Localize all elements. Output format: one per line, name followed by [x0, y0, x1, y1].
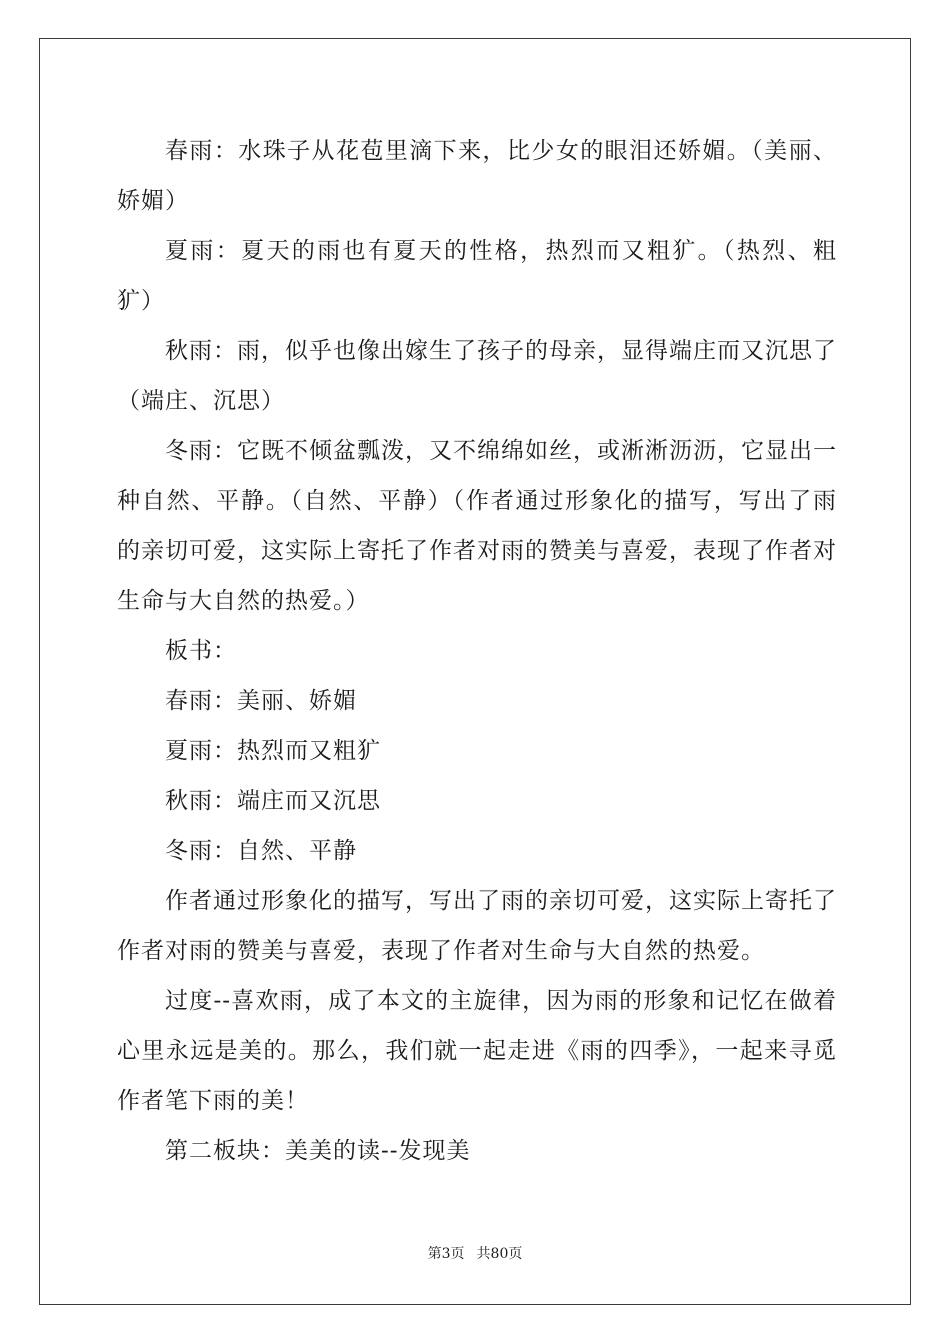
- paragraph-board-spring: 春雨：美丽、娇媚: [165, 688, 357, 714]
- paragraph-autumn-rain: 秋雨：雨，似乎也像出嫁生了孩子的母亲，显得端庄而又沉思了（端庄、沉思）: [117, 338, 837, 414]
- paragraph-blackboard-heading: 板书：: [165, 638, 237, 664]
- page-number: 第3页: [427, 1246, 465, 1262]
- page-total: 共80页: [476, 1246, 523, 1262]
- paragraph-section-two: 第二板块：美美的读--发现美: [165, 1138, 471, 1164]
- paragraph-spring-rain: 春雨：水珠子从花苞里滴下来，比少女的眼泪还娇媚。（美丽、娇媚）: [117, 138, 837, 214]
- paragraph-winter-rain: 冬雨：它既不倾盆瓢泼，又不绵绵如丝，或淅淅沥沥，它显出一种自然、平静。（自然、平静）（作者通过形象化的描写，写出了雨的亲切可爱，这实际上寄托了作者对雨的赞美与喜爱，表现了作者对生命与大自然的热爱。）: [117, 438, 837, 614]
- document-body: [117, 126, 837, 1176]
- paragraph-transition: 过度--喜欢雨，成了本文的主旋律，因为雨的形象和记忆在做着心里永远是美的。那么，我们就一起走进《雨的四季》，一起来寻觅作者笔下雨的美！: [117, 988, 837, 1114]
- paragraph-board-autumn: 秋雨：端庄而又沉思: [165, 788, 381, 814]
- paragraph-author-summary: 作者通过形象化的描写，写出了雨的亲切可爱，这实际上寄托了作者对雨的赞美与喜爱，表现了作者对生命与大自然的热爱。: [117, 888, 837, 964]
- paragraph-board-winter: 冬雨：自然、平静: [165, 838, 357, 864]
- paragraph-board-summer: 夏雨：热烈而又粗犷: [165, 738, 381, 764]
- paragraph-summer-rain: 夏雨：夏天的雨也有夏天的性格，热烈而又粗犷。（热烈、粗犷）: [117, 238, 837, 314]
- page-footer: [0, 1243, 950, 1263]
